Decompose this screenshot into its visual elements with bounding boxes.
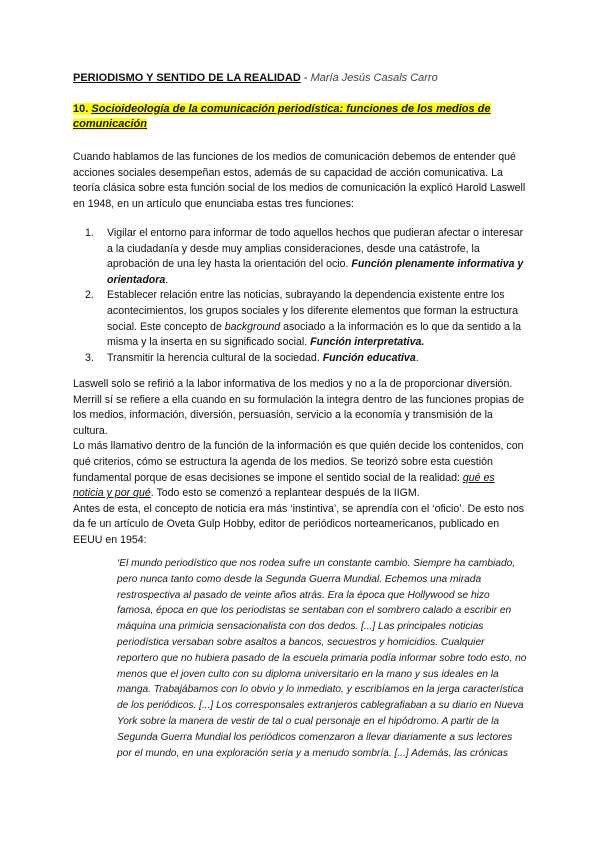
function-label: Función plenamente informativa y orientadora: [107, 258, 524, 286]
list-item: [73, 288, 528, 350]
header-separator: -: [300, 72, 311, 84]
functions-list: [73, 226, 528, 366]
function-label: Función interpretativa.: [310, 336, 425, 349]
list-number: 3.: [85, 351, 94, 364]
body-paragraph-1: Laswell solo se refirió a la labor informativa de los medios y no a la de proporcionar diversión. Merrill sí se refiere a ella cuando en su formulación la integra dentro de las funciones propias de los medios, información, diversión, persuasión, servicio a la economía y transmisión de la cultura.: [73, 378, 525, 437]
document-header: [73, 71, 438, 86]
document-author: María Jesús Casals Carro: [310, 72, 438, 84]
emphasis-question: qué es noticia y por qué: [73, 471, 495, 500]
list-item-term: background: [224, 320, 281, 333]
section-title: Socioideología de la comunicación periodística: funciones de los medios de comunicación: [73, 103, 491, 130]
list-item-text: Vigilar el entorno para informar de todo aquellos hechos que pudieran afectar o interesar a la ciudadanía y desde muy amplias consideraciones, desde una catástrofe, la aprobación de una ley hasta la orientación del ocio.: [107, 227, 524, 271]
body-paragraph-2-text: Lo más llamativo dentro de la función de la información es que quién decide los contenidos, con qué criterios, cómo se estructura la agenda de los medios. Se teorizó sobre esta cuestión fundamental porque de esas decisiones se impone el sentido social de la realidad:: [73, 440, 524, 484]
body-paragraph-2: [73, 439, 528, 501]
document-title: PERIODISMO Y SENTIDO DE LA REALIDAD: [73, 72, 301, 84]
list-item-end: .: [165, 273, 169, 286]
list-item-end: .: [415, 351, 419, 364]
list-number: 1.: [85, 227, 94, 239]
body-text: [73, 377, 528, 549]
section-heading: [73, 102, 528, 132]
list-item-text: Establecer relación entre las noticias, subrayando la dependencia existente entre los acontecimientos, los grupos sociales y los diferente elementos que forman la estructura social. Este concepto de: [107, 289, 519, 333]
list-item-text-cont: asociado a la información es lo que da sentido a la misma y la inserta en su significado social.: [107, 320, 522, 349]
list-number: 2.: [85, 289, 94, 302]
section-number: 10.: [73, 103, 89, 115]
body-paragraph-2-end: . Todo esto se comenzó a replantear después de la IIGM.: [150, 487, 420, 500]
list-item: [73, 351, 528, 367]
section-highlight: [73, 103, 491, 130]
list-item: [73, 226, 528, 288]
block-quote: ‘El mundo periodístico que nos rodea sufre un constante cambio. Siempre ha cambiado, pero nunca tanto como desde la Segunda Guerra Mundial. Echemos una mirada restrospectiva al pasado de veinte años atrás. Era la época que Hollywood se hizo famosa, época en que los periodistas se sentaban con el sombrero calado a escribir en máquina una primicia sensacionalista con dos dedos. [...] Las principales noticias periodística versaban sobre asaltos a bancos, secuestros y homicidios. Cualquier reportero que no hubiera pasado de la escuela primaria podía informar sobre todo esto, no menos que el joven culto con su diploma universitario en la mano y sus ideales en la manga. Trabajábamos con lo obvio y lo inmediato, y escribíamos en la jerga característica de los periódicos. [...] Los corresponsales extranjeros cablegrafiaban a su diario en Nueva York sobre la manera de vestir de tal o cual personaje en el hipódromo. A partir de la Segunda Guerra Mundial los periódicos comenzaron a llevar diariamente a sus lectores por el mundo, en una exploración seria y a menudo sombría. [...] Además, las crónicas: [117, 558, 527, 759]
list-item-text: Transmitir la herencia cultural de la sociedad.: [107, 351, 323, 364]
intro-paragraph: Cuando hablamos de las funciones de los medios de comunicación debemos de entender qué acciones sociales desempeñan estos, además de su capacidad de acción comunicativa. La teoría clásica sobre esta función social de los medios de comunicación la explicó Harold Laswell en 1948, en un artículo que enunciaba estas tres funciones:: [73, 151, 526, 210]
body-paragraph-3: Antes de esta, el concepto de noticia era más ‘instintiva’, se aprendía con el ‘oficio’. De esto nos da fe un artículo de Oveta Gulp Hobby, editor de periódicos norteamericanos, publicado en EEUU en 1954:: [73, 502, 525, 546]
function-label: Función educativa: [322, 351, 416, 364]
